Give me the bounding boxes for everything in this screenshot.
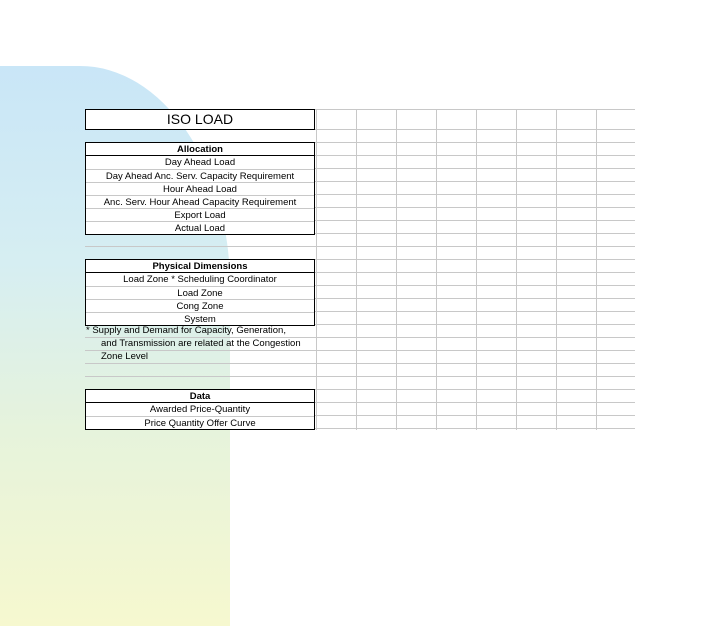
footnote-line: Zone Level <box>101 351 149 362</box>
physical-dimensions-header: Physical Dimensions <box>86 260 314 273</box>
footnote-line: * Supply and Demand for Capacity, Generation, <box>86 325 286 336</box>
footnote <box>86 324 321 363</box>
physical-item-load-zone: Load Zone <box>86 286 314 299</box>
allocation-item-hour-ahead-load: Hour Ahead Load <box>86 182 314 195</box>
iso-load-title-box <box>85 109 315 130</box>
grid-row-line <box>85 246 635 247</box>
grid-column-line <box>516 109 517 430</box>
physical-item-load-zone-sc: Load Zone * Scheduling Coordinator <box>123 274 277 285</box>
physical-item-cong-zone: Cong Zone <box>86 299 314 312</box>
grid-column-line <box>396 109 397 430</box>
allocation-item-day-ahead-load: Day Ahead Load <box>164 157 236 168</box>
grid-column-line <box>556 109 557 430</box>
spreadsheet-area <box>85 109 635 430</box>
data-header: Data <box>86 390 314 403</box>
allocation-item-day-ahead-anc-serv: Day Ahead Anc. Serv. Capacity Requirement <box>86 169 314 182</box>
grid-column-line <box>356 109 357 430</box>
allocation-box <box>85 142 315 235</box>
grid-row-line <box>85 363 635 364</box>
allocation-header: Allocation <box>86 143 314 156</box>
grid-column-line <box>476 109 477 430</box>
physical-item-system: System <box>86 312 314 325</box>
grid-column-line <box>436 109 437 430</box>
grid-column-line <box>596 109 597 430</box>
grid-row-line <box>85 376 635 377</box>
physical-dimensions-box <box>85 259 315 326</box>
data-box <box>85 389 315 430</box>
data-item-price-quantity-offer-curve: Price Quantity Offer Curve <box>86 416 314 429</box>
allocation-item-actual-load: Actual Load <box>86 221 314 234</box>
iso-load-title: ISO LOAD <box>166 111 234 127</box>
footnote-line: and Transmission are related at the Congestion <box>101 338 301 349</box>
allocation-item-anc-serv-hour-ahead: Anc. Serv. Hour Ahead Capacity Requirement <box>86 195 314 208</box>
data-item-awarded-price-quantity: Awarded Price-Quantity <box>149 404 251 415</box>
grid-column-line <box>316 109 317 430</box>
allocation-item-export-load: Export Load <box>86 208 314 221</box>
